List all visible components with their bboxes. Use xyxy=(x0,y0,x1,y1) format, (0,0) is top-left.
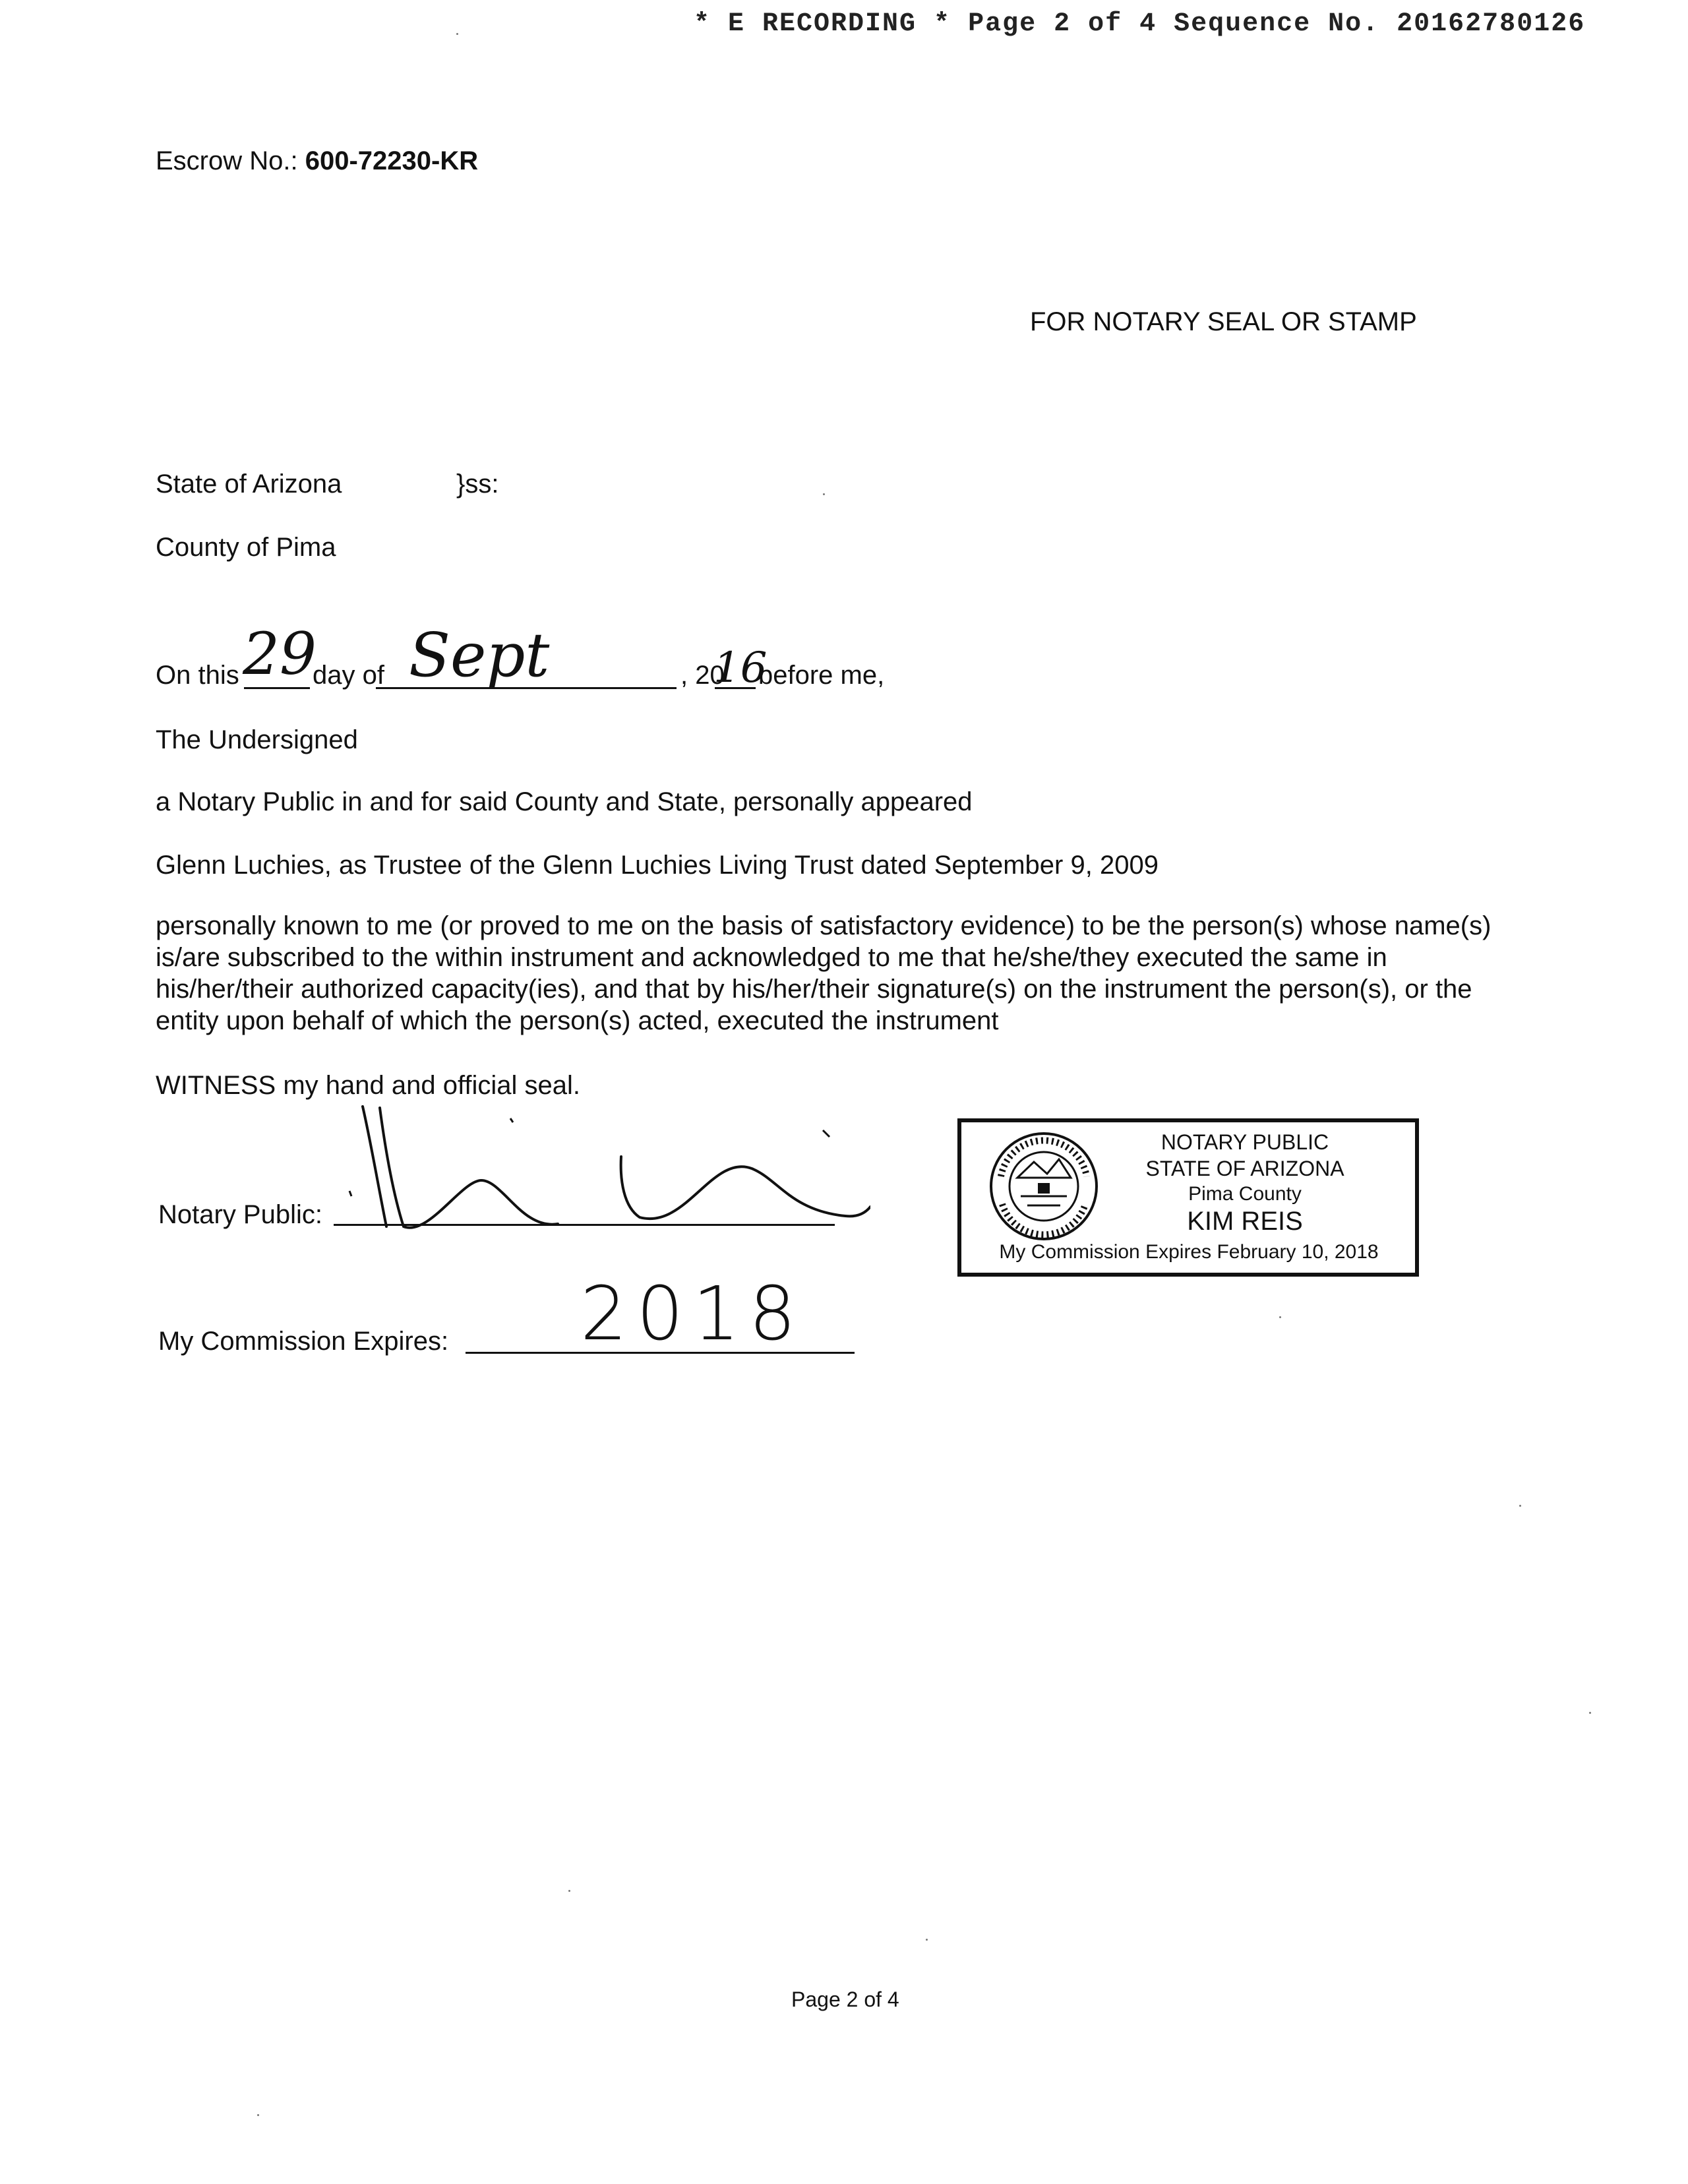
stamp-title: NOTARY PUBLIC xyxy=(1160,1130,1329,1154)
scan-speck xyxy=(823,493,825,495)
year-prefix: , 20 xyxy=(680,661,725,690)
page-number: Page 2 of 4 xyxy=(791,1987,899,2011)
day-of-label: day of xyxy=(313,661,384,690)
escrow-label: Escrow No.: xyxy=(156,146,298,175)
scan-speck xyxy=(1519,1505,1521,1507)
scan-speck xyxy=(1589,1712,1591,1714)
venue-state: State of Arizona xyxy=(156,470,342,499)
acknowledgment-paragraph: personally known to me (or proved to me on the basis of satisfactory evidence) to be the person(s) whose name(s) is/are subscribed to the within instrument and acknowledged to me that he/she/they executed the same in his/her/their authorized capacity(ies), and that by his/her/their signature(s) on the instrument the person(s), or the entity upon behalf of which the person(s) acted, executed the instrument xyxy=(156,911,1492,1035)
commission-label: My Commission Expires: xyxy=(158,1327,449,1356)
scan-speck xyxy=(568,1890,570,1892)
witness-line: WITNESS my hand and official seal. xyxy=(156,1071,580,1100)
venue-county: County of Pima xyxy=(156,533,336,562)
appeared-party: Glenn Luchies, as Trustee of the Glenn Luchies Living Trust dated September 9, 2009 xyxy=(156,851,1159,880)
escrow-number xyxy=(156,146,478,176)
escrow-value: 600-72230-KR xyxy=(305,146,479,175)
month-handwritten: Sept xyxy=(409,620,550,690)
seal-area-label: FOR NOTARY SEAL OR STAMP xyxy=(1030,307,1417,336)
scan-speck xyxy=(257,2114,259,2116)
stamp-commission: My Commission Expires February 10, 2018 xyxy=(999,1241,1379,1263)
before-me-label: before me, xyxy=(758,661,885,690)
recording-header: * E RECORDING * Page 2 of 4 Sequence No. 20162780126 xyxy=(694,9,1586,39)
scan-speck xyxy=(456,33,458,35)
scan-speck xyxy=(1279,1316,1281,1318)
notary-signature xyxy=(330,1095,870,1240)
notary-stamp xyxy=(957,1118,1419,1277)
notary-phrase: a Notary Public in and for said County and State, personally appeared xyxy=(156,787,973,816)
venue-ss: }ss: xyxy=(456,470,499,499)
on-this-label: On this xyxy=(156,661,239,690)
stamp-notary-name: KIM REIS xyxy=(1187,1207,1303,1236)
officer-name: The Undersigned xyxy=(156,725,358,754)
stamp-county: Pima County xyxy=(1188,1183,1302,1205)
scan-speck xyxy=(926,1939,928,1941)
notary-public-label: Notary Public: xyxy=(158,1200,322,1229)
year-handwritten: 16 xyxy=(713,644,768,692)
day-handwritten: 29 xyxy=(243,620,316,688)
commission-handwritten: 2018 xyxy=(580,1271,806,1357)
stamp-state: STATE OF ARIZONA xyxy=(1145,1157,1344,1180)
